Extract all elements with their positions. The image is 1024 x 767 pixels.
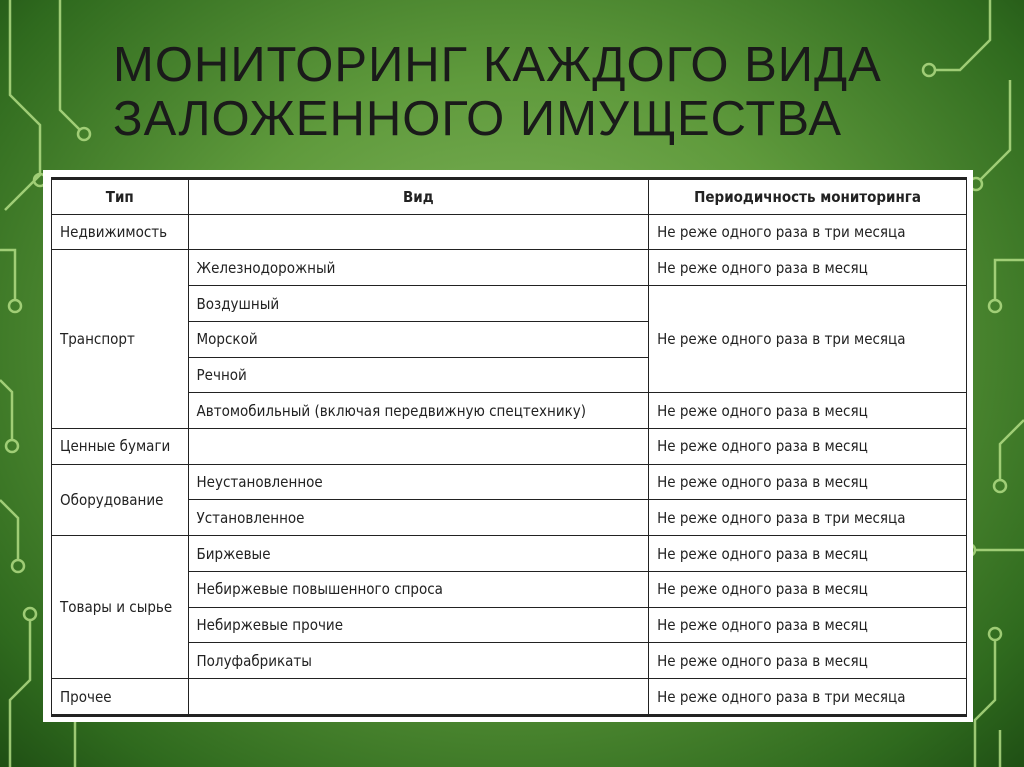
kind-cell-empty — [188, 214, 649, 250]
header-type: Тип — [52, 179, 189, 215]
header-kind: Вид — [188, 179, 649, 215]
kind-cell: Биржевые — [188, 536, 649, 572]
monitoring-table — [51, 177, 967, 717]
period-cell: Не реже одного раза в месяц — [649, 464, 967, 500]
period-cell: Не реже одного раза в месяц — [649, 643, 967, 679]
type-cell: Оборудование — [52, 464, 189, 535]
period-cell: Не реже одного раза в три месяца — [649, 500, 967, 536]
kind-cell: Небиржевые прочие — [188, 607, 649, 643]
period-cell: Не реже одного раза в месяц — [649, 536, 967, 572]
header-period: Периодичность мониторинга — [649, 179, 967, 215]
kind-cell: Воздушный — [188, 286, 649, 322]
type-cell: Прочее — [52, 679, 189, 716]
table-row — [52, 464, 967, 500]
type-cell: Товары и сырье — [52, 536, 189, 679]
period-cell: Не реже одного раза в три месяца — [649, 214, 967, 250]
slide-title-line-2: ЗАЛОЖЕННОГО ИМУЩЕСТВА — [113, 92, 843, 146]
kind-cell: Небиржевые повышенного спроса — [188, 571, 649, 607]
type-cell: Транспорт — [52, 250, 189, 429]
table-row — [52, 500, 967, 536]
type-cell: Ценные бумаги — [52, 429, 189, 465]
table-row — [52, 429, 967, 465]
slide-title — [113, 38, 993, 146]
table-sheet — [43, 170, 973, 722]
slide-title-line-1: МОНИТОРИНГ КАЖДОГО ВИДА — [113, 38, 882, 92]
kind-cell: Неустановленное — [188, 464, 649, 500]
table-row — [52, 571, 967, 607]
period-cell: Не реже одного раза в месяц — [649, 429, 967, 465]
period-cell: Не реже одного раза в месяц — [649, 607, 967, 643]
period-cell: Не реже одного раза в месяц — [649, 393, 967, 429]
kind-cell-empty — [188, 429, 649, 465]
period-cell: Не реже одного раза в три месяца — [649, 679, 967, 716]
kind-cell: Полуфабрикаты — [188, 643, 649, 679]
kind-cell-empty — [188, 679, 649, 716]
period-cell: Не реже одного раза в три месяца — [649, 286, 967, 393]
table-row — [52, 679, 967, 716]
kind-cell: Железнодорожный — [188, 250, 649, 286]
kind-cell: Автомобильный (включая передвижную спецтехнику) — [188, 393, 649, 429]
table-row — [52, 286, 967, 322]
type-cell: Недвижимость — [52, 214, 189, 250]
table-row — [52, 393, 967, 429]
table-row — [52, 643, 967, 679]
table-row — [52, 536, 967, 572]
period-cell: Не реже одного раза в месяц — [649, 571, 967, 607]
table-row — [52, 607, 967, 643]
table-header-row — [52, 179, 967, 215]
table-row — [52, 250, 967, 286]
table-row — [52, 214, 967, 250]
period-cell: Не реже одного раза в месяц — [649, 250, 967, 286]
kind-cell: Установленное — [188, 500, 649, 536]
kind-cell: Речной — [188, 357, 649, 393]
kind-cell: Морской — [188, 321, 649, 357]
